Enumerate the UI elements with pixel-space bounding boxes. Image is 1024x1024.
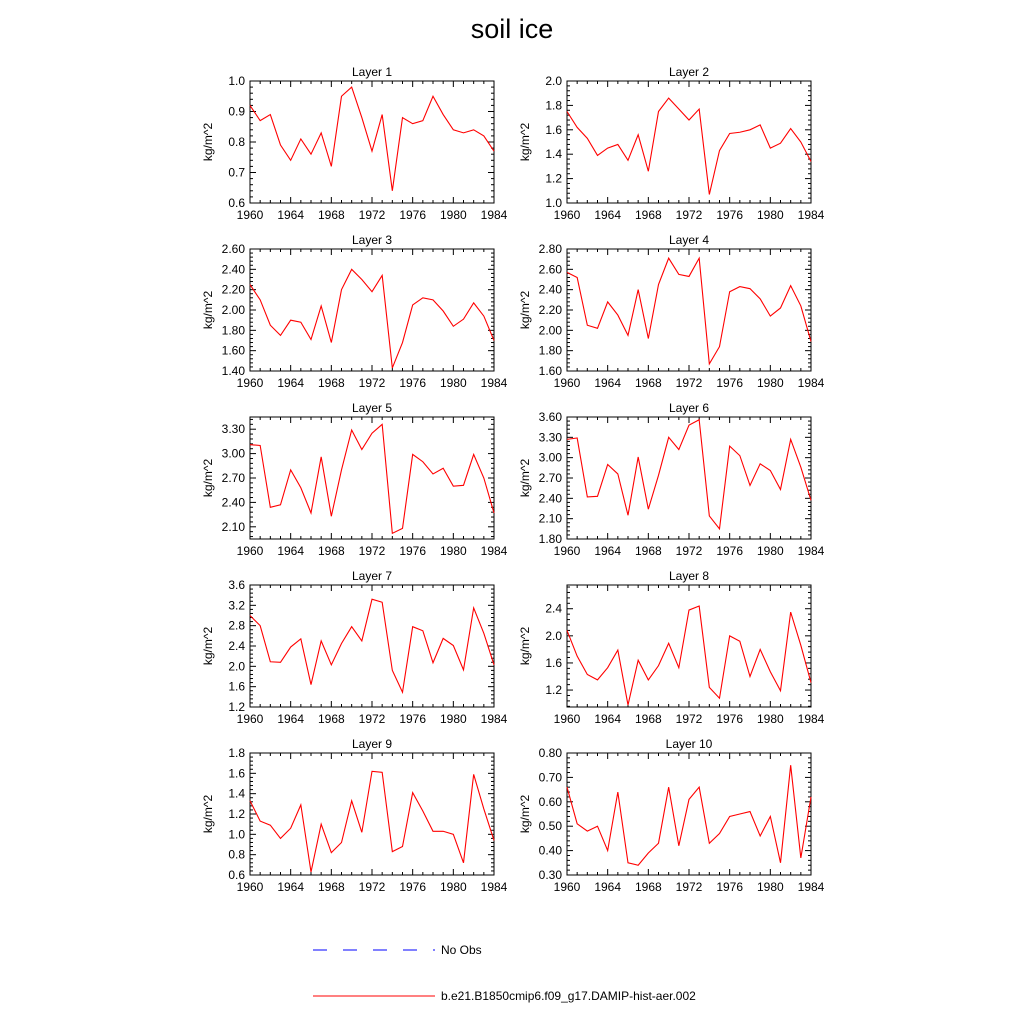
y-tick-label: 1.60 [538, 364, 562, 378]
y-axis-label: kg/m^2 [201, 290, 215, 330]
x-tick-label: 1968 [317, 376, 345, 390]
y-tick-label: 2.4 [545, 601, 562, 616]
x-tick-label: 1964 [277, 544, 305, 558]
y-tick-label: 3.60 [538, 410, 562, 424]
x-tick-label: 1980 [439, 376, 467, 390]
y-axis-label: kg/m^2 [201, 794, 215, 834]
panel-title: Layer 6 [668, 401, 710, 415]
y-axis-label: kg/m^2 [518, 626, 532, 666]
y-tick-label: 2.40 [221, 262, 245, 277]
panel-title: Layer 3 [351, 233, 393, 247]
x-tick-label: 1972 [358, 208, 386, 222]
y-tick-label: 1.6 [228, 679, 245, 694]
series-line [250, 599, 494, 692]
x-tick-label: 1984 [480, 880, 508, 894]
x-tick-label: 1984 [797, 712, 825, 726]
y-tick-label: 0.40 [538, 843, 562, 858]
y-tick-label: 2.60 [538, 262, 562, 277]
x-tick-label: 1968 [634, 544, 662, 558]
y-tick-label: 2.60 [221, 242, 245, 256]
y-tick-label: 3.6 [228, 578, 245, 592]
x-tick-label: 1984 [480, 376, 508, 390]
x-tick-label: 1984 [797, 376, 825, 390]
y-tick-label: 2.70 [221, 471, 245, 485]
x-tick-label: 1972 [358, 712, 386, 726]
x-tick-label: 1968 [317, 712, 345, 726]
x-tick-label: 1968 [317, 880, 345, 894]
y-tick-label: 2.40 [221, 495, 245, 510]
series-line [567, 606, 811, 705]
x-tick-label: 1968 [634, 208, 662, 222]
x-tick-label: 1968 [317, 544, 345, 558]
x-tick-label: 1976 [399, 376, 427, 390]
x-tick-label: 1984 [797, 880, 825, 894]
x-tick-label: 1968 [317, 208, 345, 222]
figure-title: soil ice [470, 14, 554, 44]
x-tick-label: 1972 [675, 712, 703, 726]
x-tick-label: 1960 [553, 208, 581, 222]
x-tick-label: 1960 [236, 880, 264, 894]
x-tick-label: 1972 [358, 544, 386, 558]
x-tick-label: 1980 [756, 208, 784, 222]
x-tick-label: 1976 [716, 544, 744, 558]
y-tick-label: 3.00 [221, 446, 245, 461]
y-tick-label: 1.80 [538, 343, 562, 358]
x-tick-label: 1980 [756, 880, 784, 894]
y-tick-label: 1.0 [228, 74, 245, 88]
x-tick-label: 1980 [756, 544, 784, 558]
x-tick-label: 1980 [439, 208, 467, 222]
plot-frame [567, 249, 811, 371]
y-tick-label: 1.80 [538, 532, 562, 546]
x-tick-label: 1964 [594, 544, 622, 558]
plot-frame [250, 585, 494, 707]
y-tick-label: 1.8 [228, 746, 245, 760]
panel-title: Layer 5 [351, 401, 393, 415]
y-axis-label: kg/m^2 [518, 122, 532, 162]
series-line [250, 269, 494, 368]
x-tick-label: 1964 [277, 376, 305, 390]
plot-frame [567, 753, 811, 875]
x-tick-label: 1976 [716, 880, 744, 894]
x-tick-label: 1976 [399, 544, 427, 558]
y-tick-label: 2.00 [538, 323, 562, 338]
y-tick-label: 2.70 [538, 471, 562, 485]
x-tick-label: 1968 [634, 880, 662, 894]
x-tick-label: 1968 [634, 376, 662, 390]
y-tick-label: 0.6 [228, 196, 245, 210]
y-tick-label: 3.30 [221, 422, 245, 437]
x-tick-label: 1976 [716, 712, 744, 726]
y-tick-label: 3.2 [228, 598, 245, 613]
plot-frame [250, 417, 494, 539]
x-tick-label: 1964 [594, 376, 622, 390]
chart-panel-3 [201, 233, 508, 390]
x-tick-label: 1976 [399, 208, 427, 222]
y-tick-label: 0.8 [228, 135, 245, 149]
y-tick-label: 1.80 [221, 323, 245, 338]
x-tick-label: 1960 [236, 208, 264, 222]
plot-frame [250, 249, 494, 371]
series-line [250, 424, 494, 533]
x-tick-label: 1964 [594, 712, 622, 726]
x-tick-label: 1984 [797, 544, 825, 558]
y-axis-label: kg/m^2 [201, 458, 215, 498]
x-tick-label: 1968 [634, 712, 662, 726]
chart-panel-4 [518, 233, 825, 390]
y-tick-label: 2.0 [228, 659, 245, 674]
x-tick-label: 1972 [675, 880, 703, 894]
y-axis-label: kg/m^2 [201, 122, 215, 162]
x-tick-label: 1960 [236, 544, 264, 558]
y-tick-label: 0.6 [228, 868, 245, 882]
chart-panel-10 [518, 737, 825, 894]
x-tick-label: 1960 [553, 880, 581, 894]
y-tick-label: 1.4 [228, 786, 245, 801]
series-line [567, 98, 811, 194]
chart-panel-5 [201, 401, 508, 558]
y-tick-label: 0.8 [228, 847, 245, 862]
legend-label-model: b.e21.B1850cmip6.f09_g17.DAMIP-hist-aer.002 [441, 989, 696, 1003]
y-tick-label: 0.60 [538, 794, 562, 809]
x-tick-label: 1964 [277, 712, 305, 726]
chart-panel-7 [201, 569, 508, 726]
chart-panel-8 [518, 569, 825, 726]
y-tick-label: 1.2 [545, 683, 562, 698]
y-tick-label: 1.2 [228, 807, 245, 821]
x-tick-label: 1984 [797, 208, 825, 222]
panel-title: Layer 8 [668, 569, 710, 583]
plot-frame [567, 81, 811, 203]
chart-panel-6 [518, 401, 825, 558]
y-tick-label: 0.70 [538, 770, 562, 785]
x-tick-label: 1980 [439, 880, 467, 894]
panel-title: Layer 7 [351, 569, 393, 583]
y-axis-label: kg/m^2 [201, 626, 215, 666]
y-tick-label: 1.0 [545, 196, 562, 210]
x-tick-label: 1960 [236, 376, 264, 390]
y-axis-label: kg/m^2 [518, 458, 532, 498]
y-tick-label: 1.4 [545, 147, 562, 162]
y-tick-label: 2.0 [545, 628, 562, 643]
x-tick-label: 1972 [675, 208, 703, 222]
x-tick-label: 1964 [594, 880, 622, 894]
x-tick-label: 1960 [553, 376, 581, 390]
y-tick-label: 2.20 [538, 303, 562, 317]
y-tick-label: 1.2 [228, 700, 245, 714]
panel-title: Layer 1 [351, 65, 393, 79]
y-tick-label: 2.10 [538, 511, 562, 526]
x-tick-label: 1976 [716, 208, 744, 222]
x-tick-label: 1980 [439, 712, 467, 726]
chart-panel-1 [201, 65, 508, 222]
series-line [250, 771, 494, 872]
chart-panels [201, 65, 825, 894]
series-line [567, 420, 811, 529]
y-tick-label: 1.6 [228, 766, 245, 781]
x-tick-label: 1972 [675, 544, 703, 558]
x-tick-label: 1964 [277, 880, 305, 894]
x-tick-label: 1964 [277, 208, 305, 222]
x-tick-label: 1980 [439, 544, 467, 558]
x-tick-label: 1964 [594, 208, 622, 222]
x-tick-label: 1984 [480, 712, 508, 726]
y-tick-label: 0.9 [228, 104, 245, 119]
y-axis-label: kg/m^2 [518, 794, 532, 834]
chart-panel-2 [518, 65, 825, 222]
panel-title: Layer 2 [668, 65, 710, 79]
x-tick-label: 1984 [480, 208, 508, 222]
x-tick-label: 1984 [480, 544, 508, 558]
series-line [567, 258, 811, 364]
x-tick-label: 1980 [756, 712, 784, 726]
legend-label-no-obs: No Obs [441, 943, 482, 957]
panel-title: Layer 4 [668, 233, 710, 247]
y-tick-label: 0.50 [538, 819, 562, 834]
y-tick-label: 1.60 [221, 343, 245, 358]
y-axis-label: kg/m^2 [518, 290, 532, 330]
plot-frame [250, 81, 494, 203]
chart-panel-9 [201, 737, 508, 894]
y-tick-label: 2.20 [221, 282, 245, 297]
x-tick-label: 1972 [358, 376, 386, 390]
y-tick-label: 1.6 [545, 655, 562, 670]
x-tick-label: 1980 [756, 376, 784, 390]
x-tick-label: 1972 [358, 880, 386, 894]
y-tick-label: 2.10 [221, 519, 245, 534]
x-tick-label: 1976 [399, 880, 427, 894]
x-tick-label: 1960 [553, 544, 581, 558]
y-tick-label: 1.8 [545, 98, 562, 113]
y-tick-label: 1.40 [221, 364, 245, 378]
y-tick-label: 2.4 [228, 639, 245, 653]
y-tick-label: 1.0 [228, 827, 245, 842]
y-tick-label: 2.00 [221, 303, 245, 317]
legend [313, 943, 696, 1003]
y-tick-label: 0.30 [538, 868, 562, 882]
x-tick-label: 1972 [675, 376, 703, 390]
y-tick-label: 2.40 [538, 491, 562, 506]
y-tick-label: 0.7 [228, 165, 245, 180]
y-tick-label: 2.80 [538, 242, 562, 256]
x-tick-label: 1976 [399, 712, 427, 726]
panel-title: Layer 9 [351, 737, 393, 751]
y-tick-label: 2.40 [538, 282, 562, 297]
x-tick-label: 1960 [553, 712, 581, 726]
plot-frame [567, 585, 811, 707]
series-line [250, 87, 494, 191]
panel-title: Layer 10 [665, 737, 713, 751]
y-tick-label: 1.2 [545, 171, 562, 186]
y-tick-label: 2.0 [545, 74, 562, 88]
series-line [567, 765, 811, 865]
y-tick-label: 3.00 [538, 450, 562, 465]
x-tick-label: 1960 [236, 712, 264, 726]
y-tick-label: 3.30 [538, 430, 562, 445]
y-tick-label: 2.8 [228, 618, 245, 633]
y-tick-label: 0.80 [538, 746, 562, 760]
x-tick-label: 1976 [716, 376, 744, 390]
y-tick-label: 1.6 [545, 122, 562, 137]
